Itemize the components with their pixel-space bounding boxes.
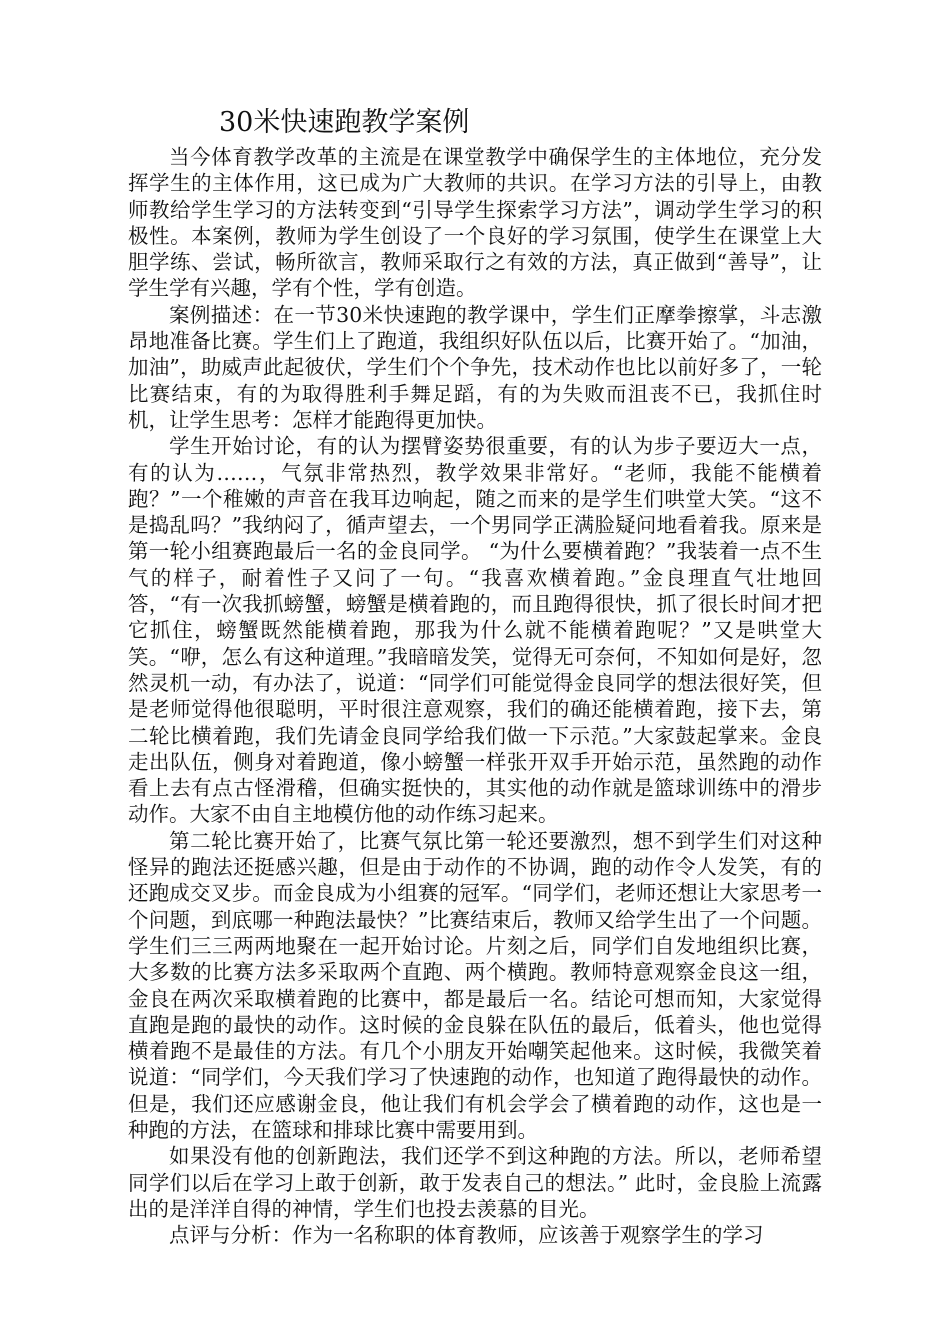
paragraph-teacher-conclusion: 如果没有他的创新跑法，我们还学不到这种跑的方法。所以，老师希望同学们以后在学习上敢于创新，敢于发表自己的想法。” 此时，金良脸上流露出的是洋洋自得的神情，学生们也投去羡慕的目光。: [128, 1144, 822, 1221]
paragraph-case-description: 案例描述：在一节30米快速跑的教学课中，学生们正摩拳擦掌，斗志激昂地准备比赛。学生们上了跑道，我组织好队伍以后，比赛开始了。“加油，加油”，助威声此起彼伏，学生们个个争先，技术动作也比以前好多了，一轮比赛结束，有的为取得胜利手舞足蹈，有的为失败而沮丧不已，我抓住时机，让学生思考：怎样才能跑得更加快。: [128, 302, 822, 432]
paragraph-second-round: 第二轮比赛开始了，比赛气氛比第一轮还要激烈，想不到学生们对这种怪异的跑法还挺感兴趣，但是由于动作的不协调，跑的动作令人发笑，有的还跑成交叉步。而金良成为小组赛的冠军。“同学们，老师还想让大家思考一个问题，到底哪一种跑法最快？”比赛结束后，教师又给学生出了一个问题。学生们三三两两地聚在一起开始讨论。片刻之后，同学们自发地组织比赛，大多数的比赛方法多采取两个直跑、两个横跑。教师特意观察金良这一组，金良在两次采取横着跑的比赛中，都是最后一名。结论可想而知，大家觉得直跑是跑的最快的动作。这时候的金良躲在队伍的最后，低着头，他也觉得横着跑不是最佳的方法。有几个小朋友开始嘲笑起他来。这时候，我微笑着说道：“同学们，今天我们学习了快速跑的动作，也知道了跑得最快的动作。但是，我们还应感谢金良，他让我们有机会学会了横着跑的动作，这也是一种跑的方法，在篮球和排球比赛中需要用到。: [128, 828, 822, 1142]
paragraph-commentary: 点评与分析：作为一名称职的体育教师，应该善于观察学生的学习: [169, 1223, 764, 1248]
document-title: 30米快速跑教学案例: [219, 107, 470, 138]
paragraph-discussion: 学生开始讨论，有的认为摆臂姿势很重要，有的认为步子要迈大一点，有的认为……，气氛非常热烈，教学效果非常好。“老师，我能不能横着跑？”一个稚嫩的声音在我耳边响起，随之而来的是学生们哄堂大笑。“这不是捣乱吗？”我纳闷了，循声望去，一个男同学正满脸疑问地看着我。原来是第一轮小组赛跑最后一名的金良同学。 “为什么要横着跑？”我装着一点不生气的样子，耐着性子又问了一句。“我喜欢横着跑。”金良理直气壮地回答，“有一次我抓螃蟹，螃蟹是横着跑的，而且跑得很快，抓了很长时间才把它抓住，螃蟹既然能横着跑，那我为什么就不能横着跑呢？”又是哄堂大笑。“咿，怎么有这种道理。”我暗暗发笑，觉得无可奈何，不知如何是好，忽然灵机一动，有办法了，说道：“同学们可能觉得金良同学的想法很好笑，但是老师觉得他很聪明，平时很注意观察，我们的确还能横着跑，接下去，第二轮比横着跑，我们先请金良同学给我们做一下示范。”大家鼓起掌来。金良走出队伍，侧身对着跑道，像小螃蟹一样张开双手开始示范，虽然跑的动作看上去有点古怪滑稽，但确实挺快的，其实他的动作就是篮球训练中的滑步动作。大家不由自主地模仿他的动作练习起来。: [128, 434, 822, 827]
paragraph-introduction: 当今体育教学改革的主流是在课堂教学中确保学生的主体地位，充分发挥学生的主体作用，这已成为广大教师的共识。在学习方法的引导上，由教师教给学生学习的方法转变到“引导学生探索学习方法”，调动学生学习的积极性。本案例，教师为学生创设了一个良好的学习氛围，使学生在课堂上大胆学练、尝试，畅所欲言，教师采取行之有效的方法，真正做到“善导”，让学生学有兴趣，学有个性，学有创造。: [128, 145, 822, 301]
document-body: [128, 144, 822, 1248]
